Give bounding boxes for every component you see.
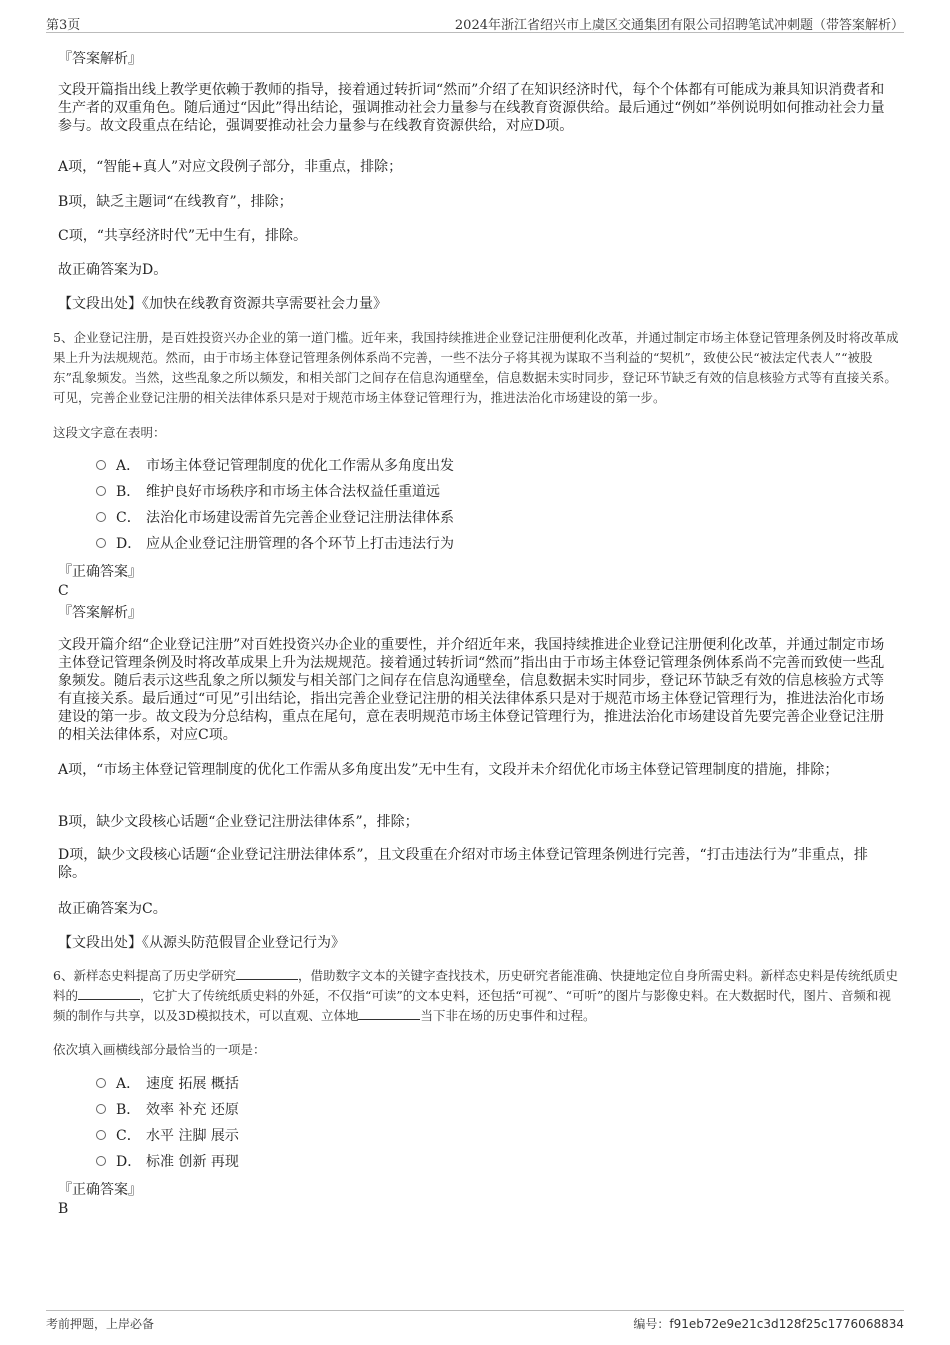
radio-icon[interactable]	[96, 538, 106, 548]
q6-option-c[interactable]: C． 水平 注脚 展示	[96, 1126, 239, 1146]
q6-answer-label: 『正确答案』	[58, 1182, 142, 1198]
q4-explain-c: C项，“共享经济时代”无中生有，排除。	[58, 228, 308, 244]
fill-blank-3	[358, 1007, 420, 1020]
q5-analysis-label: 『答案解析』	[58, 605, 142, 621]
q6-option-a[interactable]: A． 速度 拓展 概括	[96, 1074, 239, 1094]
q6-prompt: 依次填入画横线部分最恰当的一项是：	[53, 1042, 266, 1057]
q5-question-text: 5、企业登记注册，是百姓投资兴办企业的第一道门槛。近年来，我国持续推进企业登记注册便利化改革，并通过制定市场主体登记管理条例及时将改革成果上升为法规规范。然而，由于市场主体登记管理条例体系尚不完善，一些不法分子将其视为谋取不当利益的“契机”，致使公民“被法定代表人”“被股东”乱象频发。当然，这些乱象之所以频发，和相关部门之间存在信息沟通壁垒，信息数据未实时同步，登记环节缺乏有效的信息核验方式等有直接关系。可见，完善企业登记注册的相关法律体系只是对于规范市场主体登记管理行为，推进法治化市场建设的第一步。	[53, 330, 899, 405]
footer-slogan: 考前押题，上岸必备	[46, 1317, 155, 1331]
q4-conclusion: 故正确答案为D。	[58, 262, 168, 278]
radio-icon[interactable]	[96, 1078, 106, 1088]
q6-option-b[interactable]: B． 效率 补充 还原	[96, 1100, 239, 1120]
fill-blank-1	[236, 967, 298, 980]
document-code: 编号：f91eb72e9e21c3d128f25c1776068834	[633, 1317, 904, 1331]
q5-option-a[interactable]: A． 市场主体登记管理制度的优化工作需从多角度出发	[96, 456, 454, 476]
q5-explain-a: A项，“市场主体登记管理制度的优化工作需从多角度出发”无中生有，文段并未介绍优化市场主体登记管理制度的措施，排除；	[58, 762, 839, 778]
radio-icon[interactable]	[96, 1156, 106, 1166]
radio-icon[interactable]	[96, 1130, 106, 1140]
radio-icon[interactable]	[96, 460, 106, 470]
page-footer	[46, 1310, 904, 1333]
q4-analysis-text: 文段开篇指出线上教学更依赖于教师的指导，接着通过转折词“然而”介绍了在知识经济时代，每个个体都有可能成为兼具知识消费者和生产者的双重角色。随后通过“因此”得出结论，强调推动社会力量参与在线教育资源供给。最后通过“例如”举例说明如何推动社会力量参与。故文段重点在结论，强调要推动社会力量参与在线教育资源供给，对应D项。	[58, 82, 885, 134]
q6-option-d[interactable]: D． 标准 创新 再现	[96, 1152, 239, 1172]
page-number: 第3页	[46, 18, 81, 33]
q6-question-text: 6、新样态史料提高了历史学研究 ，借助数字文本的关键字查找技术，历史研究者能准确、快捷地定位自身所需史料。新样态史料是传统纸质史料的 ，它扩大了传统纸质史料的外延，不仅指“可读”的文本史料，还包括“可视”、“可听”的图片与影像史料。在大数据时代，图片、音频和视频的制作与共享，以及3D模拟技术，可以直观、立体地 当下非在场的历史事件和过程。	[53, 968, 898, 1023]
q5-option-d[interactable]: D． 应从企业登记注册管理的各个环节上打击违法行为	[96, 534, 454, 554]
q4-analysis-label: 『答案解析』	[58, 51, 142, 67]
q6-answer: B	[58, 1201, 69, 1217]
document-title: 2024年浙江省绍兴市上虞区交通集团有限公司招聘笔试冲刺题（带答案解析）	[454, 18, 904, 33]
q5-analysis-text: 文段开篇介绍“企业登记注册”对百姓投资兴办企业的重要性，并介绍近年来，我国持续推进企业登记注册便利化改革，并通过制定市场主体登记管理条例及时将改革成果上升为法规规范。接着通过转折词“然而”指出由于市场主体登记管理条例体系尚不完善而致使一些乱象频发。随后表示这些乱象之所以频发与相关部门之间存在信息沟通壁垒，信息数据未实时同步，登记环节缺乏有效的信息核验方式等有直接关系。最后通过“可见”引出结论，指出完善企业登记注册的相关法律体系只是对于规范市场主体登记管理行为，推进法治化市场建设的第一步。故文段为分总结构，重点在尾句，意在表明规范市场主体登记管理行为，推进法治化市场建设首先要完善企业登记注册的相关法律体系，对应C项。	[58, 637, 885, 743]
q5-source: 【文段出处】《从源头防范假冒企业登记行为》	[58, 935, 345, 951]
q4-source: 【文段出处】《加快在线教育资源共享需要社会力量》	[58, 296, 387, 312]
q5-explain-d: D项，缺少文段核心话题“企业登记注册法律体系”，且文段重在介绍对市场主体登记管理条例进行完善，“打击违法行为”非重点，排除。	[58, 847, 868, 881]
q4-explain-b: B项，缺乏主题词“在线教育”，排除；	[58, 194, 293, 210]
q4-explain-a: A项，“智能+真人”对应文段例子部分，非重点，排除；	[58, 159, 403, 175]
radio-icon[interactable]	[96, 486, 106, 496]
fill-blank-2	[78, 987, 140, 1000]
page-header	[46, 10, 904, 33]
q5-prompt: 这段文字意在表明：	[53, 425, 166, 440]
radio-icon[interactable]	[96, 1104, 106, 1114]
radio-icon[interactable]	[96, 512, 106, 522]
q5-answer: C	[58, 583, 69, 599]
q5-answer-label: 『正确答案』	[58, 564, 142, 580]
q5-explain-b: B项，缺少文段核心话题“企业登记注册法律体系”，排除；	[58, 814, 419, 830]
q5-conclusion: 故正确答案为C。	[58, 901, 167, 917]
q5-option-b[interactable]: B． 维护良好市场秩序和市场主体合法权益任重道远	[96, 482, 440, 502]
q5-option-c[interactable]: C． 法治化市场建设需首先完善企业登记注册法律体系	[96, 508, 454, 528]
